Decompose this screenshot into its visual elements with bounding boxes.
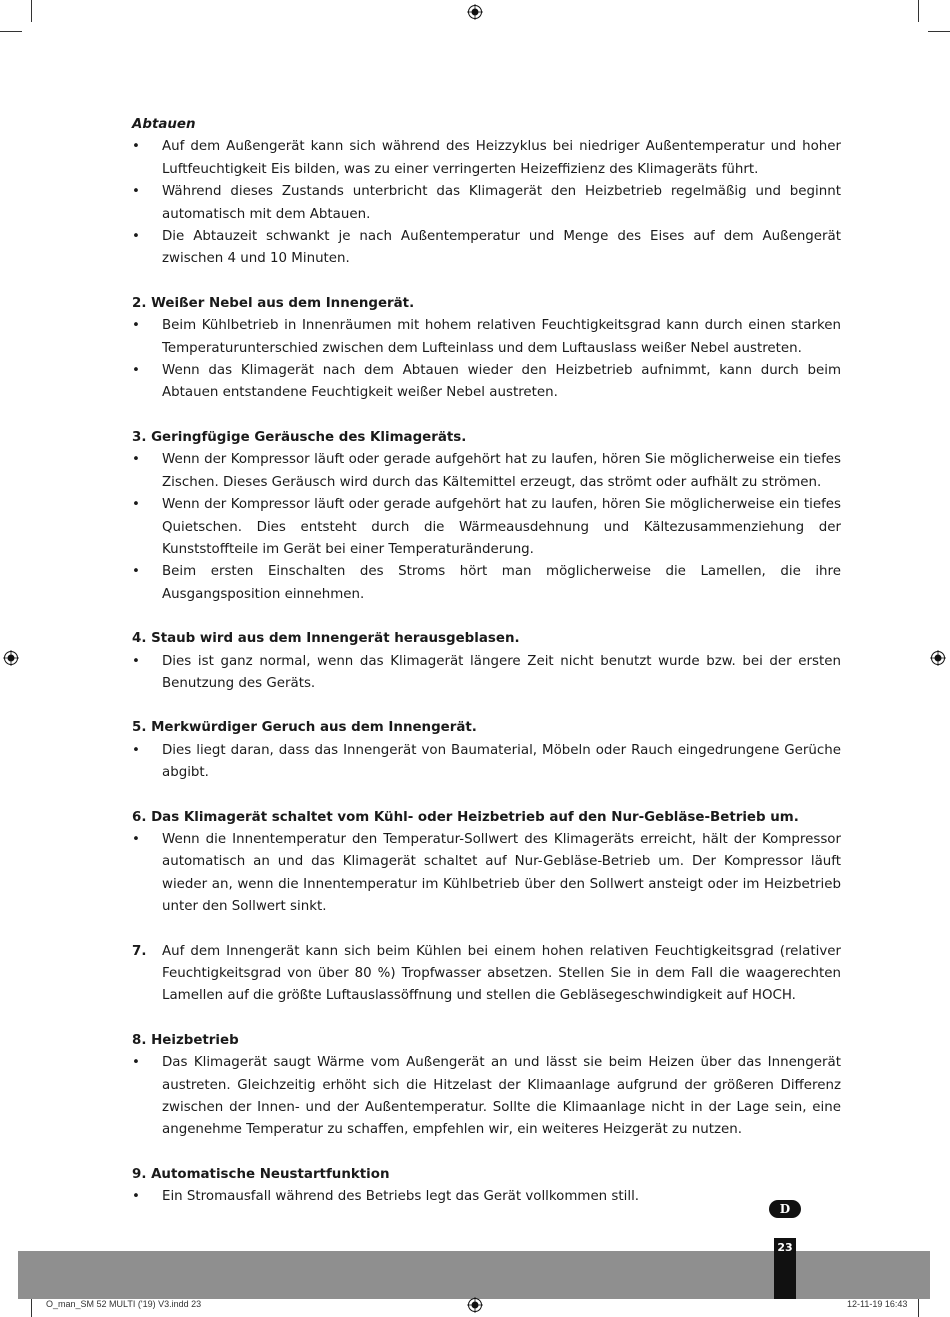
list-item xyxy=(132,136,841,181)
bullet-icon: • xyxy=(132,1055,140,1071)
slug-date: 12-11-19 16:43 xyxy=(847,1299,908,1309)
bullet-icon: • xyxy=(132,497,140,513)
bullet-icon: • xyxy=(132,452,140,468)
crop-mark xyxy=(918,0,919,22)
registration-mark-icon xyxy=(467,4,483,20)
section-heading: 4. Staub wird aus dem Innengerät herausgeblasen. xyxy=(132,631,520,647)
list-item xyxy=(132,651,841,696)
list-item-text: Wenn die Innentemperatur den Temperatur-Sollwert des Klimageräts erreicht, hält der Kompressor automatisch an und das Klimagerät schaltet auf Nur-Gebläse-Betrieb um. Der Kompressor läuft wieder an, wenn die Innentemperatur im Kühlbetrieb über den Sollwert ansteigt oder im Heizbetrieb unter den Sollwert sinkt. xyxy=(162,831,841,915)
list-item-text: Wenn der Kompressor läuft oder gerade aufgehört hat zu laufen, hören Sie möglicherweise ein tiefes Zischen. Dieses Geräusch wird durch das Kältemittel erzeugt, das strömt oder aufhält zu strömen. xyxy=(162,452,841,490)
bullet-icon: • xyxy=(132,564,140,580)
list-item-text: Beim ersten Einschalten des Stroms hört man möglicherweise die Lamellen, die ihre Ausgangsposition einnehmen. xyxy=(162,564,841,602)
list-item-text: Beim Kühlbetrieb in Innenräumen mit hohem relativen Feuchtigkeitsgrad kann durch einen starken Temperaturunterschied zwischen dem Lufteinlass und dem Luftauslass weißer Nebel austreten. xyxy=(162,318,841,356)
registration-mark-icon xyxy=(3,650,19,666)
section-nur-geblaese xyxy=(132,807,841,919)
section-abtauen xyxy=(132,114,841,271)
list-item xyxy=(132,1052,841,1142)
section-heading: 9. Automatische Neustartfunktion xyxy=(132,1166,390,1182)
list-item xyxy=(132,561,841,606)
bullet-icon: • xyxy=(132,653,140,669)
list-item-text: Das Klimagerät saugt Wärme vom Außengerät an und lässt sie beim Heizen über das Innengerät austreten. Gleichzeitig erhöht sich die Hitzelast der Klimaanlage aufgrund der größeren Differenz zwischen der Innen- und der Außentemperatur. Sollte die Klimaanlage nicht in der Lage sein, eine angenehme Temperatur zu schaffen, empfehlen wir, ein weiteres Heizgerät zu nutzen. xyxy=(162,1055,841,1138)
list-item-text: Dies ist ganz normal, wenn das Klimagerät längere Zeit nicht benutzt wurde bzw. bei der ersten Benutzung des Geräts. xyxy=(162,653,841,691)
list-item xyxy=(132,360,841,405)
crop-mark xyxy=(31,0,32,22)
section-weisser-nebel xyxy=(132,293,841,405)
crop-mark xyxy=(928,31,950,32)
registration-mark-icon xyxy=(467,1297,483,1313)
list-item xyxy=(132,829,841,919)
page-number: 23 xyxy=(774,1238,796,1299)
list-item-text: Auf dem Außengerät kann sich während des Heizzyklus bei niedriger Außentemperatur und hoher Luftfeuchtigkeit Eis bilden, was zu einer verringerten Heizeffizienz des Klimageräts führt. xyxy=(162,139,841,177)
section-heading: 8. Heizbetrieb xyxy=(132,1032,239,1048)
registration-mark-icon xyxy=(930,650,946,666)
list-item-text: Wenn der Kompressor läuft oder gerade aufgehört hat zu laufen, hören Sie möglicherweise ein tiefes Quietschen. Dies entsteht durch die Wärmeausdehnung und Kältezusammenziehung der Kunststoffteile im Gerät bei einer Temperaturänderung. xyxy=(162,497,841,557)
item-text: Auf dem Innengerät kann sich beim Kühlen bei einem hohen relativen Feuchtigkeitsgrad (relativer Feuchtigkeitsgrad von über 80 %) Tropfwasser absetzen. Stellen Sie in dem Fall die waagerechten Lamellen auf die größte Luftauslassöffnung und stellen die Gebläsegeschwindigkeit auf HOCH. xyxy=(162,943,841,1004)
bullet-icon: • xyxy=(132,363,140,379)
section-heading: 3. Geringfügige Geräusche des Klimageräts. xyxy=(132,429,467,445)
list-item xyxy=(132,315,841,360)
crop-mark xyxy=(0,31,22,32)
bullet-icon: • xyxy=(132,742,140,758)
bullet-icon: • xyxy=(132,139,140,155)
list-item xyxy=(132,181,841,226)
numbered-item-7 xyxy=(132,941,841,1008)
list-item xyxy=(132,226,841,271)
bullet-icon: • xyxy=(132,831,140,847)
section-heading: 6. Das Klimagerät schaltet vom Kühl- oder Heizbetrieb auf den Nur-Gebläse-Betrieb um. xyxy=(132,809,799,825)
section-heizbetrieb xyxy=(132,1030,841,1142)
list-item xyxy=(132,494,841,561)
bullet-icon: • xyxy=(132,184,140,200)
list-item xyxy=(132,449,841,494)
section-geraeusche xyxy=(132,427,841,606)
list-item-text: Die Abtauzeit schwankt je nach Außentemperatur und Menge des Eises auf dem Außengerät zwischen 4 und 10 Minuten. xyxy=(162,229,841,267)
section-neustart xyxy=(132,1164,841,1209)
section-heading: Abtauen xyxy=(132,117,196,132)
bullet-icon: • xyxy=(132,229,140,245)
section-staub xyxy=(132,628,841,695)
section-geruch xyxy=(132,717,841,784)
section-heading: 2. Weißer Nebel aus dem Innengerät. xyxy=(132,295,415,311)
bullet-icon: • xyxy=(132,1189,140,1205)
item-number: 7. xyxy=(132,943,147,959)
bullet-icon: • xyxy=(132,318,140,334)
list-item-text: Während dieses Zustands unterbricht das Klimagerät den Heizbetrieb regelmäßig und beginnt automatisch mit dem Abtauen. xyxy=(162,184,841,222)
slug-file-info: O_man_SM 52 MULTI ('19) V3.indd 23 xyxy=(46,1299,202,1309)
list-item-text: Ein Stromausfall während des Betriebs legt das Gerät vollkommen still. xyxy=(162,1189,640,1205)
list-item-text: Wenn das Klimagerät nach dem Abtauen wieder den Heizbetrieb aufnimmt, kann durch beim Abtauen entstandene Feuchtigkeit weißer Nebel austreten. xyxy=(162,363,841,401)
document-body xyxy=(132,114,841,1231)
language-badge: D xyxy=(769,1200,801,1218)
list-item xyxy=(132,1186,841,1208)
list-item-text: Dies liegt daran, dass das Innengerät von Baumaterial, Möbeln oder Rauch eingedrungene Gerüche abgibt. xyxy=(162,742,841,781)
section-heading: 5. Merkwürdiger Geruch aus dem Innengerät. xyxy=(132,720,477,736)
list-item xyxy=(132,740,841,785)
